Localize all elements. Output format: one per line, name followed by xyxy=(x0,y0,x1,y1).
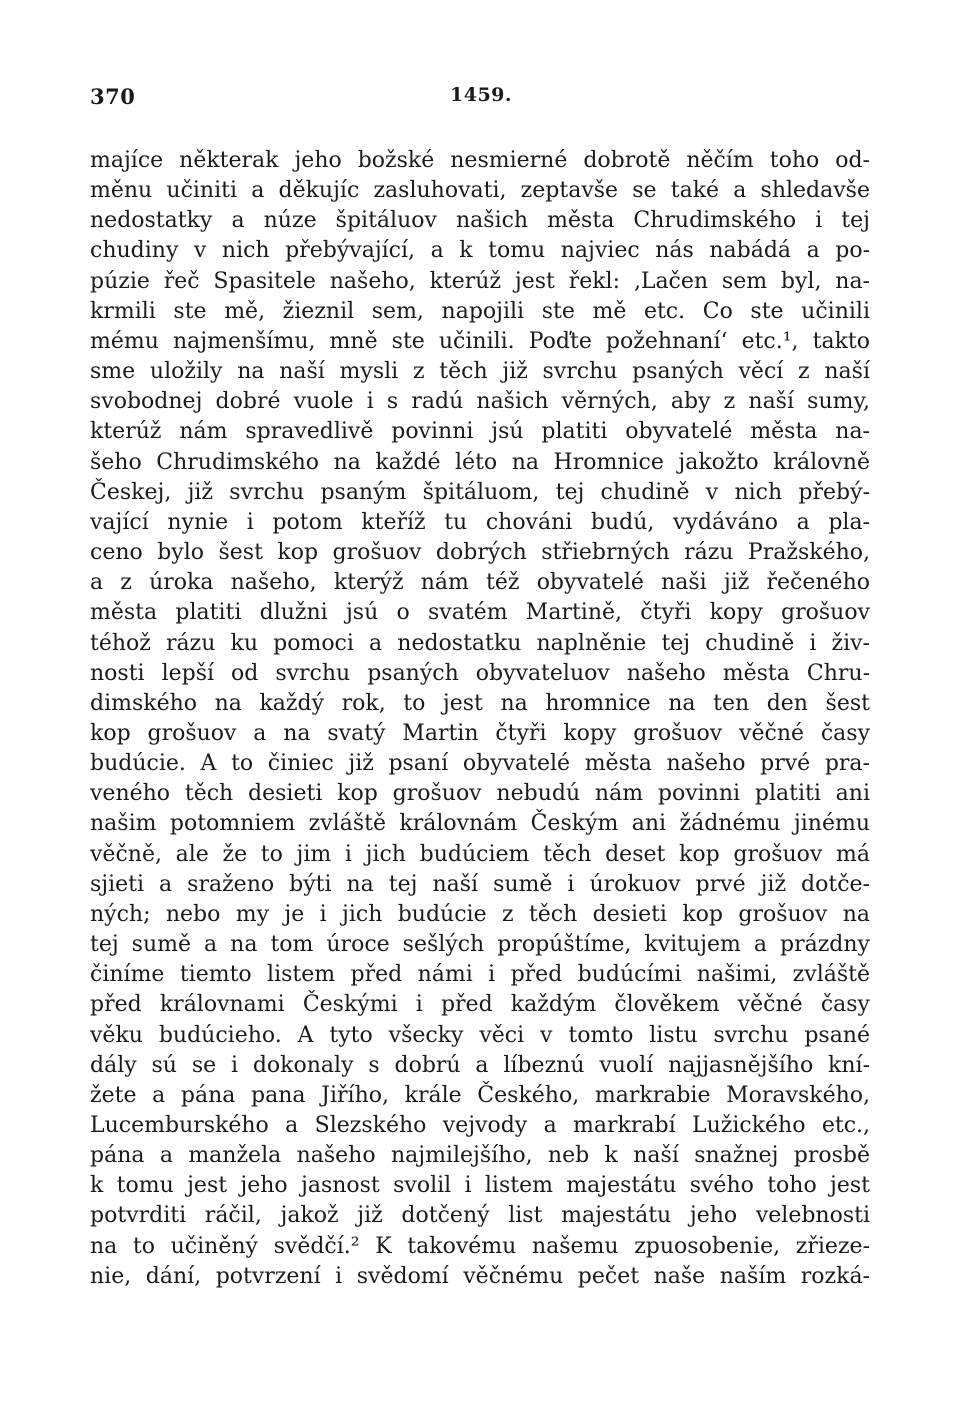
text-line: činíme tiemto listem před námi i před budúcími našimi, zvláště xyxy=(90,962,870,988)
text-line: kop grošuov a na svatý Martin čtyři kopy grošuov věčné časy xyxy=(90,720,870,746)
text-line: města platiti dlužni jsú o svatém Martině, čtyři kopy grošuov xyxy=(90,600,870,626)
text-line: sme uložily na naší mysli z těch již svrchu psaných věcí z naší xyxy=(90,359,870,385)
text-line: sjieti a sraženo býti na tej naší sumě i úrokuov prvé již dotče- xyxy=(90,871,870,897)
text-line: před královnami Českými i před každým člověkem věčné časy xyxy=(90,992,870,1018)
text-line: budúcie. A to činiec již psaní obyvatelé města našeho prvé pra- xyxy=(90,751,870,777)
text-line: našim potomniem zvláště královnám Českým ani žádnému jinému xyxy=(90,811,870,837)
text-line: dály sú se i dokonaly s dobrú a líbeznú vuolí najjasnějšího kní- xyxy=(90,1052,870,1078)
text-line: kterúž nám spravedlivě povinni jsú platiti obyvatelé města na- xyxy=(90,419,870,445)
text-line: púzie řeč Spasitele našeho, kterúž jest řekl: ‚Lačen sem byl, na- xyxy=(90,268,870,294)
text-line: ceno bylo šest kop grošuov dobrých střiebrných rázu Pražského, xyxy=(90,540,870,566)
text-line: krmili ste mě, žieznil sem, napojili ste mě etc. Co ste učinili xyxy=(90,298,870,324)
text-line: nosti lepší od svrchu psaných obyvateluov našeho města Chru- xyxy=(90,660,870,686)
text-line: šeho Chrudimského na každé léto na Hromnice jakožto královně xyxy=(90,449,870,475)
text-line: majíce některak jeho božské nesmierné dobrotě něčím toho od- xyxy=(90,148,870,173)
text-line: veného těch desieti kop grošuov nebudú nám povinni platiti ani xyxy=(90,781,870,807)
body-text xyxy=(90,146,870,1292)
page-header xyxy=(90,84,870,114)
text-line: tej sumě a na tom úroce sešlých propúštíme, kvitujem a prázdny xyxy=(90,932,870,958)
text-line: chudiny v nich přebývající, a k tomu najviec nás nabádá a po- xyxy=(90,238,870,264)
text-line: pána a manžela našeho najmilejšího, neb k naší snažnej prosbě xyxy=(90,1143,870,1169)
text-line: k tomu jest jeho jasnost svolil i listem majestátu svého toho jest xyxy=(90,1173,870,1199)
text-line: potvrditi ráčil, jakož již dotčený list majestátu jeho velebnosti xyxy=(90,1203,870,1229)
text-line: žete a pána pana Jiřího, krále Českého, markrabie Moravského, xyxy=(90,1082,870,1108)
text-line: Lucemburského a Slezského vejvody a markrabí Lužického etc., xyxy=(90,1113,870,1138)
text-line: mému najmenšímu, mně ste učinili. Poďte požehnaní‘ etc.¹, takto xyxy=(90,328,870,354)
text-line: svobodnej dobré vuole i s radú našich věrných, aby z naší sumy, xyxy=(90,389,870,415)
text-line: nie, dání, potvrzení i svědomí věčnému pečet naše naším rozká- xyxy=(90,1263,870,1289)
text-line: a z úroka našeho, kterýž nám též obyvatelé naši již řečeného xyxy=(90,570,870,596)
text-line: věku budúcieho. A tyto všecky věci v tomto listu svrchu psané xyxy=(90,1022,870,1048)
text-line: věčně, ale že to jim i jich budúciem těch deset kop grošuov má xyxy=(90,841,870,867)
text-line: vající nynie i potom kteříž tu chováni budú, vydáváno a pla- xyxy=(90,509,870,535)
text-line: nedostatky a núze špitáluov našich města Chrudimského i tej xyxy=(90,208,870,234)
running-head-year: 1459. xyxy=(450,84,512,106)
text-line: dimského na každý rok, to jest na hromnice na ten den šest xyxy=(90,690,870,716)
text-line: téhož rázu ku pomoci a nedostatku naplněnie tej chudině i živ- xyxy=(90,630,870,656)
text-line: Českej, již svrchu psaným špitáluom, tej chudině v nich přebý- xyxy=(90,479,870,505)
page-number: 370 xyxy=(90,84,136,109)
text-line: měnu učiniti a děkujíc zasluhovati, zeptavše se také a shledavše xyxy=(90,178,870,204)
text-line: na to učiněný svědčí.² K takovému našemu zpuosobenie, zřieze- xyxy=(90,1233,870,1259)
text-line: ných; nebo my je i jich budúcie z těch desieti kop grošuov na xyxy=(90,901,870,927)
